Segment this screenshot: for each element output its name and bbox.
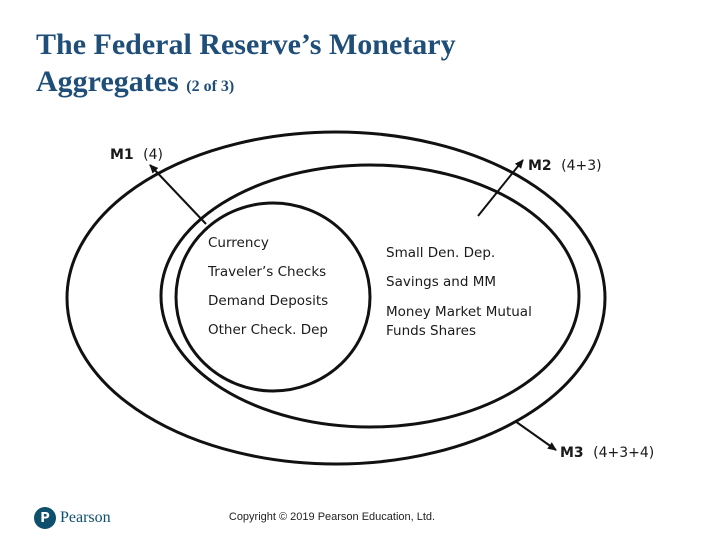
m1-item-travelers-checks: Traveler’s Checks	[208, 264, 327, 280]
m3-label-detail: (4+3+4)	[593, 445, 655, 461]
m2-item-small-denomination: Small Den. Dep.	[386, 245, 496, 261]
title-line-1: The Federal Reserve’s Monetary	[36, 28, 456, 61]
m1-label	[110, 146, 163, 163]
m2-label-name: M2	[528, 158, 552, 174]
m3-arrow	[515, 421, 556, 450]
m1-label-detail: (4)	[143, 147, 163, 163]
pearson-logo-icon: P	[34, 507, 56, 529]
copyright-notice: Copyright © 2019 Pearson Education, Ltd.	[228, 511, 436, 523]
m1-arrow	[150, 165, 206, 224]
m2-label	[528, 157, 602, 174]
m2-label-detail: (4+3)	[561, 158, 602, 174]
m2-item-savings-mm: Savings and MM	[386, 274, 497, 290]
title-line-2: Aggregates	[36, 65, 179, 98]
m1-label-name: M1	[110, 147, 134, 163]
m3-label-name: M3	[560, 445, 584, 461]
m2-item-funds-shares: Funds Shares	[386, 323, 477, 339]
pearson-logo-text: Pearson	[60, 509, 111, 526]
m3-label	[560, 444, 654, 461]
m3-ellipse	[67, 132, 605, 464]
m2-item-money-market-mutual: Money Market Mutual	[386, 304, 532, 320]
m1-item-demand-deposits: Demand Deposits	[208, 293, 329, 309]
title-suffix: (2 of 3)	[186, 78, 235, 95]
m1-item-currency: Currency	[208, 235, 269, 251]
m1-item-other-checkable: Other Check. Dep	[208, 322, 329, 338]
